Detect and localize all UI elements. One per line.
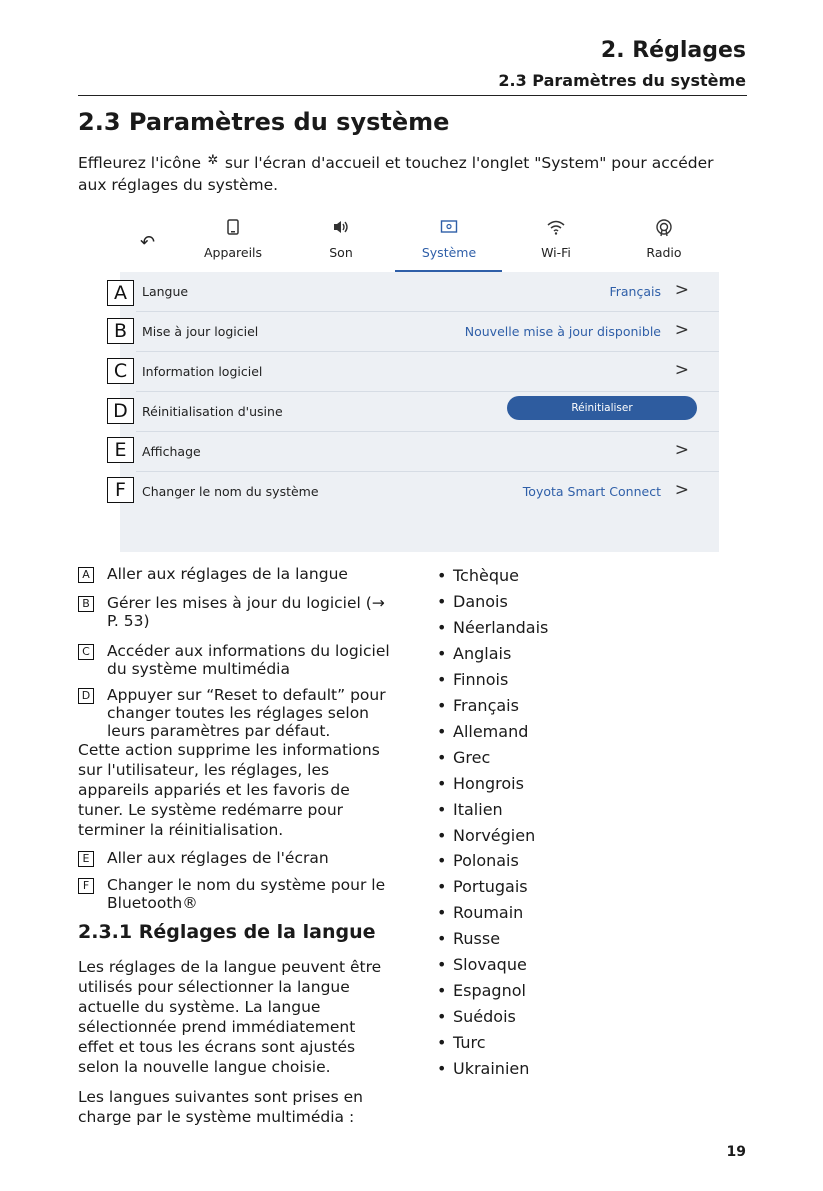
tab-wifi[interactable] <box>506 214 606 272</box>
legend-letter: E <box>78 851 94 867</box>
bullet-icon: • <box>437 903 447 923</box>
row-label: Mise à jour logiciel <box>142 324 259 339</box>
intro-paragraph <box>78 150 728 196</box>
row-label: Changer le nom du système <box>142 484 319 499</box>
legend-text: Changer le nom du système pour le Bluetooth® <box>107 876 386 912</box>
language-list-item <box>437 800 503 819</box>
bullet-icon: • <box>437 773 447 793</box>
language-list-item <box>437 955 527 974</box>
setting-row-langue[interactable] <box>136 272 719 312</box>
language-list-item <box>437 748 490 767</box>
row-label: Affichage <box>142 444 201 459</box>
reset-button[interactable]: Réinitialiser <box>507 396 697 420</box>
row-label: Réinitialisation d'usine <box>142 404 283 419</box>
chevron-right-icon: > <box>674 320 689 340</box>
legend-item-e <box>78 849 393 867</box>
language-name: Portugais <box>453 877 528 897</box>
system-settings-screenshot <box>120 214 719 552</box>
bullet-icon: • <box>437 981 447 1001</box>
language-name: Espagnol <box>453 981 526 1001</box>
setting-row-affichage[interactable] <box>136 432 719 472</box>
language-list-item <box>437 566 519 585</box>
legend-item-f <box>78 876 393 912</box>
reset-note: Cette action supprime les informations sur l'utilisateur, les réglages, les appareils appariés et les favoris de tuner. Le système redémarre pour terminer la réinitialisation. <box>78 741 380 839</box>
legend-letter: F <box>78 878 94 894</box>
tab-radio[interactable] <box>614 214 714 272</box>
language-list-item <box>437 826 535 845</box>
section-running-heading: 2.3 Paramètres du système <box>498 71 746 90</box>
language-list-item <box>437 1059 529 1078</box>
legend-letter: A <box>78 567 94 583</box>
language-list-item <box>437 877 528 896</box>
language-list-item <box>437 929 500 948</box>
language-list-item <box>437 851 519 870</box>
tab-systeme[interactable] <box>399 214 499 272</box>
language-list-item <box>437 618 548 637</box>
tab-appareils[interactable] <box>183 214 283 272</box>
bullet-icon: • <box>437 617 447 637</box>
language-name: Turc <box>453 1033 486 1053</box>
language-list-item <box>437 981 526 1000</box>
legend-letter: C <box>78 644 94 660</box>
legend-text: Accéder aux informations du logiciel du système multimédia <box>107 642 390 678</box>
subsection-paragraph-2: Les langues suivantes sont prises en charge par le système multimédia : <box>78 1088 363 1126</box>
language-list-item <box>437 670 508 689</box>
callout-f: F <box>107 477 134 503</box>
tab-label: Wi-Fi <box>541 245 571 260</box>
intro-text-end: sur l'écran d'accueil et touchez l'onglet "System" pour accéder aux réglages du système. <box>78 154 714 194</box>
language-list-item <box>437 1007 516 1026</box>
language-list-item <box>437 644 511 663</box>
language-list-item <box>437 722 528 741</box>
legend-text: Gérer les mises à jour du logiciel (→ P. 53) <box>107 594 385 630</box>
language-list-item <box>437 696 519 715</box>
subsection-paragraph-1: Les réglages de la langue peuvent être utilisés pour sélectionner la langue actuelle du système. La langue sélectionnée prend immédiatement effet et tous les écrans sont ajustés selon la nouvelle langue choisie. <box>78 958 382 1076</box>
language-name: Hongrois <box>453 773 524 793</box>
language-name: Anglais <box>453 643 512 663</box>
legend-item-b <box>78 594 393 630</box>
setting-row-reinitialisation <box>136 392 719 432</box>
row-label: Langue <box>142 284 189 299</box>
language-name: Néerlandais <box>453 617 549 637</box>
chapter-heading: 2. Réglages <box>600 38 746 63</box>
language-name: Italien <box>453 799 503 819</box>
language-name: Russe <box>453 929 501 949</box>
tab-son[interactable] <box>291 214 391 272</box>
bullet-icon: • <box>437 643 447 663</box>
bullet-icon: • <box>437 721 447 741</box>
callout-c: C <box>107 358 134 384</box>
section-title: 2.3 Paramètres du système <box>78 108 450 136</box>
row-value: Nouvelle mise à jour disponible <box>464 324 661 339</box>
language-list-item <box>437 1033 486 1052</box>
bullet-icon: • <box>437 955 447 975</box>
chevron-right-icon: > <box>674 440 689 460</box>
language-name: Norvégien <box>453 825 536 845</box>
language-name: Polonais <box>453 851 519 871</box>
bullet-icon: • <box>437 566 447 585</box>
language-list-item <box>437 903 523 922</box>
callout-e: E <box>107 437 134 463</box>
chevron-right-icon: > <box>674 480 689 500</box>
back-arrow-icon[interactable]: ↶ <box>140 232 156 253</box>
gear-icon: ✲ <box>207 153 219 168</box>
language-name: Tchèque <box>453 566 519 585</box>
tab-label: Radio <box>646 245 682 260</box>
language-name: Danois <box>453 591 508 611</box>
legend-item-d <box>78 686 393 740</box>
speaker-icon <box>291 219 391 239</box>
row-label: Information logiciel <box>142 364 263 379</box>
chevron-right-icon: > <box>674 280 689 300</box>
intro-text-start: Effleurez l'icône <box>78 154 206 172</box>
legend-item-c <box>78 642 393 678</box>
system-icon <box>399 219 499 239</box>
language-name: Ukrainien <box>453 1059 530 1079</box>
legend-item-a <box>78 565 393 583</box>
bullet-icon: • <box>437 1059 447 1079</box>
bullet-icon: • <box>437 669 447 689</box>
wifi-icon <box>506 219 606 239</box>
chevron-right-icon: > <box>674 360 689 380</box>
bullet-icon: • <box>437 877 447 897</box>
language-list-item <box>437 774 524 793</box>
language-name: Slovaque <box>453 955 527 975</box>
language-name: Français <box>453 695 519 715</box>
subsection-title: 2.3.1 Réglages de la langue <box>78 921 376 943</box>
language-name: Grec <box>453 747 491 767</box>
bullet-icon: • <box>437 695 447 715</box>
bullet-icon: • <box>437 799 447 819</box>
bullet-icon: • <box>437 825 447 845</box>
page-number: 19 <box>726 1144 746 1160</box>
header-rule <box>78 95 747 96</box>
legend-text: Aller aux réglages de la langue <box>107 565 348 583</box>
language-name: Finnois <box>453 669 509 689</box>
phone-icon <box>183 219 283 239</box>
tab-bar <box>120 214 719 272</box>
callout-d: D <box>107 398 134 424</box>
legend-text: Appuyer sur “Reset to default” pour changer toutes les réglages selon leurs paramètres par défaut. <box>107 686 386 740</box>
radio-icon <box>614 219 714 239</box>
language-list-item <box>437 592 508 611</box>
bullet-icon: • <box>437 1033 447 1053</box>
setting-row-mise-a-jour[interactable] <box>136 312 719 352</box>
row-value: Français <box>609 284 661 299</box>
setting-row-nom-systeme[interactable] <box>136 472 719 512</box>
tab-label: Système <box>421 245 477 260</box>
row-value: Toyota Smart Connect <box>522 484 661 499</box>
bullet-icon: • <box>437 747 447 767</box>
legend-letter: D <box>78 688 94 704</box>
callout-a: A <box>107 280 134 306</box>
bullet-icon: • <box>437 1007 447 1027</box>
callout-b: B <box>107 318 134 344</box>
bullet-icon: • <box>437 851 447 871</box>
legend-text: Aller aux réglages de l'écran <box>107 849 329 867</box>
setting-row-information[interactable] <box>136 352 719 392</box>
bullet-icon: • <box>437 591 447 611</box>
language-name: Allemand <box>453 721 529 741</box>
language-name: Roumain <box>453 903 524 923</box>
tab-label: Son <box>329 245 353 260</box>
legend-letter: B <box>78 596 94 612</box>
bullet-icon: • <box>437 929 447 949</box>
tab-label: Appareils <box>203 245 263 260</box>
language-name: Suédois <box>453 1007 516 1027</box>
